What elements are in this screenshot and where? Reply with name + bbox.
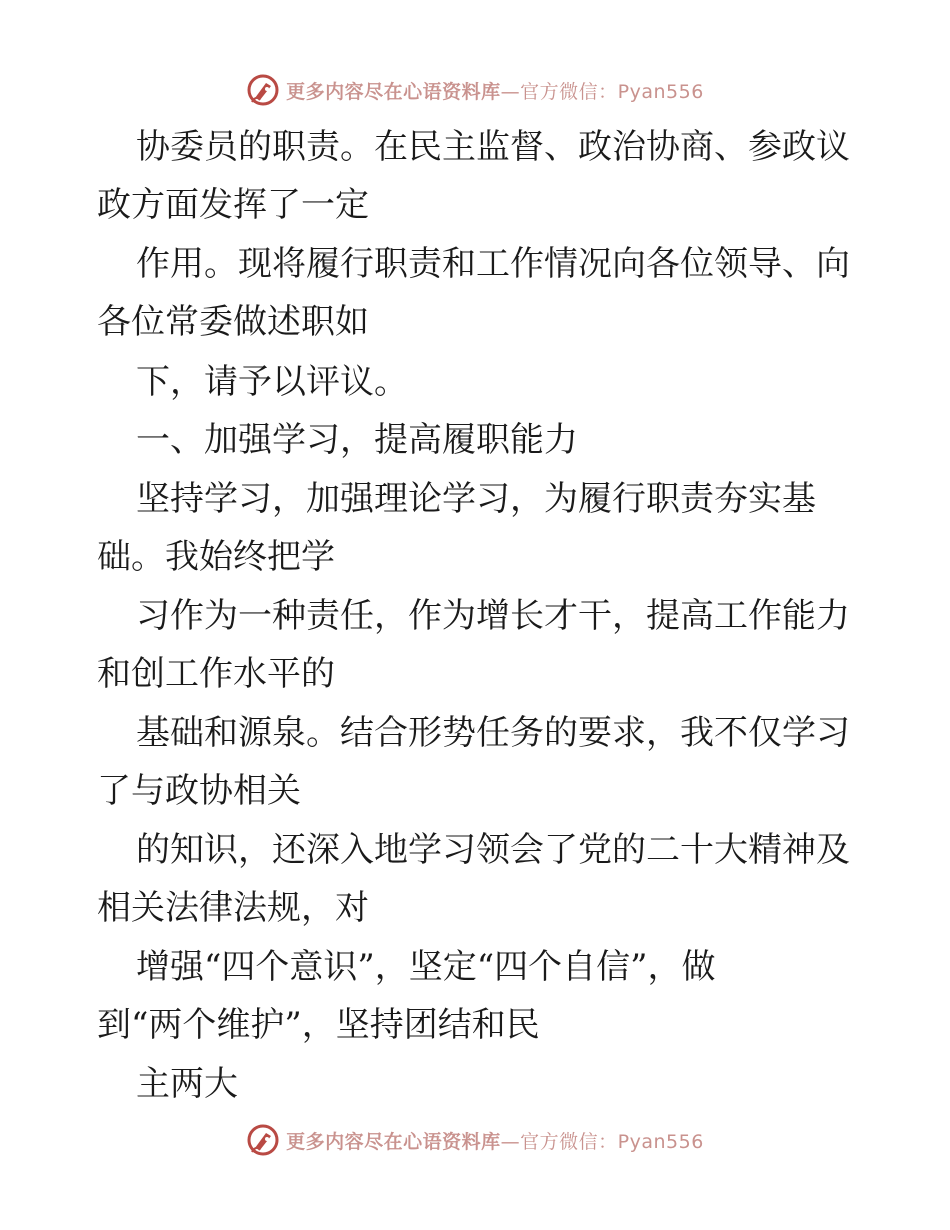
watermark-text bbox=[286, 1127, 704, 1154]
body-line: 习作为一种责任，作为增长才干，提高工作能力 bbox=[136, 596, 850, 636]
body-line: 础。我始终把学 bbox=[97, 537, 335, 577]
header-watermark-banner bbox=[0, 70, 950, 110]
body-line: 相关法律法规，对 bbox=[97, 888, 369, 928]
watermark-text-wechat: —官方微信：Pyan556 bbox=[500, 80, 704, 103]
body-line: 协委员的职责。在民主监督、政治协商、参政议 bbox=[136, 127, 850, 167]
watermark-text-wechat: —官方微信：Pyan556 bbox=[500, 1130, 704, 1153]
pen-nib-logo-icon bbox=[246, 1123, 280, 1157]
body-line: 各位常委做述职如 bbox=[97, 302, 369, 342]
body-line: 下，请予以评议。 bbox=[136, 362, 408, 402]
body-line: 作用。现将履行职责和工作情况向各位领导、向 bbox=[136, 244, 850, 284]
pen-nib-logo-icon bbox=[246, 73, 280, 107]
watermark-text-cn: 更多内容尽在心语资料库 bbox=[286, 80, 501, 103]
section-heading: 一、加强学习，提高履职能力 bbox=[136, 420, 578, 460]
body-line: 坚持学习，加强理论学习，为履行职责夯实基 bbox=[136, 479, 816, 519]
body-line: 的知识，还深入地学习领会了党的二十大精神及 bbox=[136, 830, 850, 870]
watermark-text-cn: 更多内容尽在心语资料库 bbox=[286, 1130, 501, 1153]
body-line: 增强“四个意识”，坚定“四个自信”，做 bbox=[136, 947, 716, 987]
body-line: 了与政协相关 bbox=[97, 771, 301, 811]
body-line: 主两大 bbox=[136, 1064, 238, 1104]
watermark-text bbox=[286, 77, 704, 104]
body-line: 和创工作水平的 bbox=[97, 654, 335, 694]
body-line: 到“两个维护”，坚持团结和民 bbox=[97, 1005, 540, 1045]
body-line: 政方面发挥了一定 bbox=[97, 185, 369, 225]
footer-watermark-banner bbox=[0, 1120, 950, 1160]
body-line: 基础和源泉。结合形势任务的要求，我不仅学习 bbox=[136, 713, 850, 753]
